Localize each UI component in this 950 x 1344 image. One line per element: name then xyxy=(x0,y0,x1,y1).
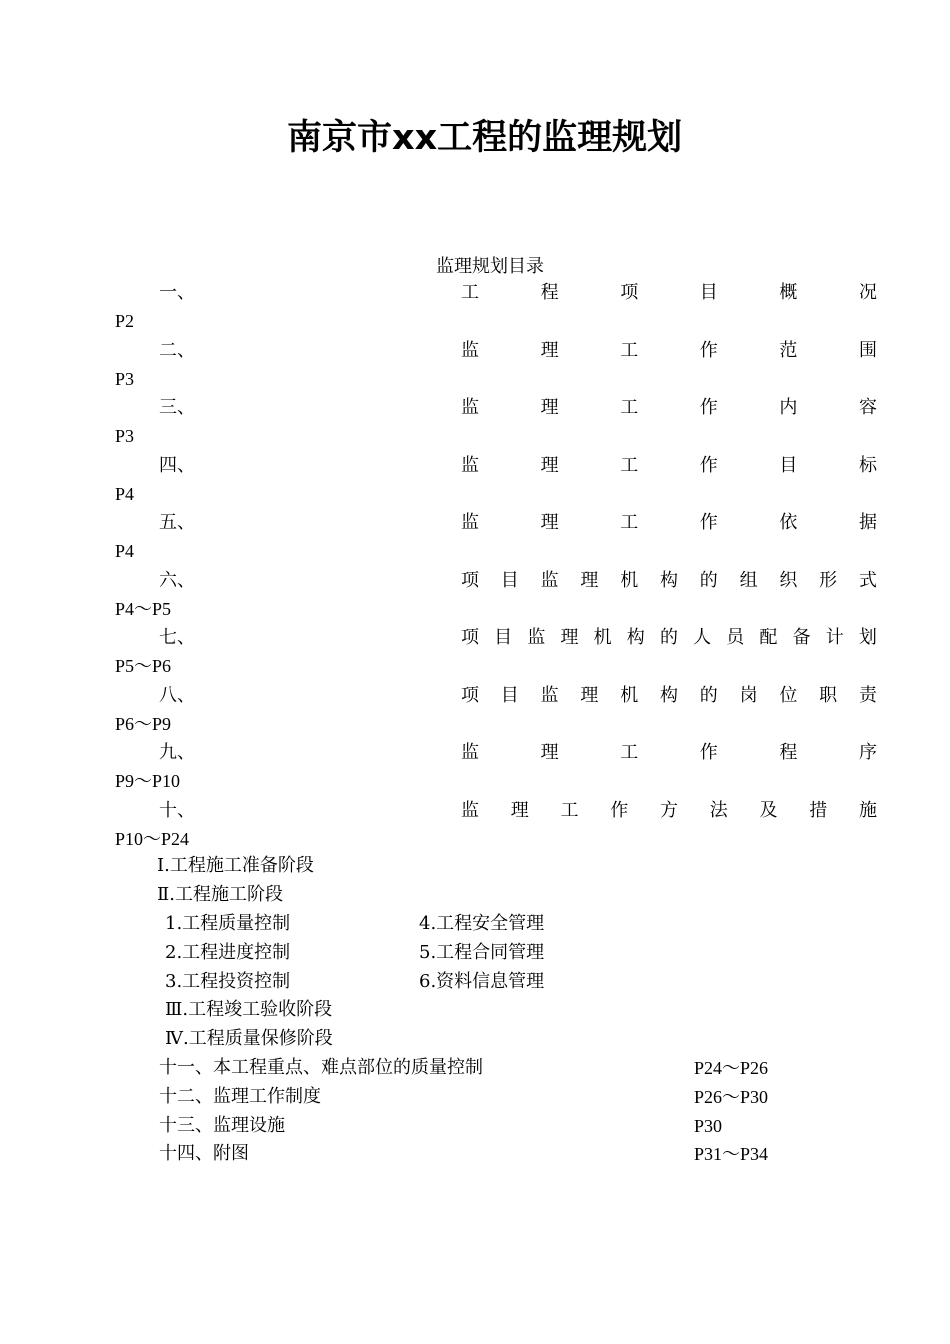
toc-entry-char: 目 xyxy=(699,282,718,303)
tail-entry-page: P26～P30 xyxy=(694,1087,769,1107)
toc-entry-char: 作 xyxy=(699,339,718,361)
toc-entry-char: 序 xyxy=(858,742,877,763)
toc-entry-number: 二、 xyxy=(159,339,195,361)
toc-entry-number: 八、 xyxy=(159,684,195,706)
toc-entry-page: P3 xyxy=(115,426,135,446)
toc-entry-char: 项 xyxy=(461,684,479,706)
toc-entry-char: 备 xyxy=(792,627,811,648)
sub-item-6: 6.资料信息管理 xyxy=(419,971,545,992)
toc-entry-title xyxy=(461,740,877,766)
toc-entry-char: 目 xyxy=(500,684,519,706)
toc-entry-char: 员 xyxy=(726,627,745,648)
toc-entry xyxy=(0,625,950,683)
toc-entry-char: 的 xyxy=(699,684,718,706)
toc-entry-char: 概 xyxy=(779,282,798,303)
toc-entry-char: 工 xyxy=(620,454,639,476)
tail-entry-label: 十四、附图 xyxy=(159,1143,249,1164)
toc-entry-char: 施 xyxy=(859,799,877,821)
toc-entry-char: 形 xyxy=(819,569,838,591)
toc-entry-char: 作 xyxy=(699,454,718,476)
toc-entry-char: 监 xyxy=(540,684,559,706)
toc-entry-page: P9～P10 xyxy=(115,771,181,791)
toc-entry-char: 方 xyxy=(660,799,678,821)
toc-entry-char: 工 xyxy=(560,799,579,821)
toc-entry-char: 及 xyxy=(759,799,778,821)
toc-entry-char: 组 xyxy=(739,569,758,591)
toc-entry xyxy=(0,395,950,453)
sub-item-2: 2.工程进度控制 xyxy=(165,942,291,963)
toc-entry-char: 理 xyxy=(540,454,559,476)
toc-entry-char: 容 xyxy=(858,397,877,418)
toc-entry-char: 法 xyxy=(709,799,728,821)
toc-entry-number: 九、 xyxy=(159,742,195,763)
toc-entry xyxy=(0,798,950,856)
toc-entry-number: 四、 xyxy=(159,454,195,476)
sub-item-4: 4.工程安全管理 xyxy=(419,913,545,934)
toc-entry-char: 理 xyxy=(580,684,599,706)
toc-entry-page: P2 xyxy=(115,311,135,331)
toc-entry-number: 三、 xyxy=(159,397,195,418)
toc-entry-char: 监 xyxy=(527,627,546,648)
toc-entry-char: 作 xyxy=(699,397,718,418)
toc-entry-char: 岗 xyxy=(739,684,758,706)
toc-entry-title xyxy=(461,683,877,709)
toc-entry-char: 作 xyxy=(699,742,718,763)
toc-entry-char: 工 xyxy=(620,339,639,361)
sub-item-1: 1.工程质量控制 xyxy=(165,913,291,934)
toc-entry-char: 划 xyxy=(858,627,877,648)
toc-entry xyxy=(0,280,950,338)
toc-entry-char: 工 xyxy=(461,282,479,303)
toc-entry-char: 理 xyxy=(540,339,559,361)
tail-entry-label: 十二、监理工作制度 xyxy=(159,1086,321,1107)
toc-entry-char: 项 xyxy=(461,627,479,648)
toc-entry xyxy=(0,510,950,568)
toc-entry-title xyxy=(461,798,877,824)
toc-entry xyxy=(0,338,950,396)
toc-entry-char: 构 xyxy=(659,684,678,706)
toc-entry-char: 式 xyxy=(858,569,877,591)
tail-entry-page: P31～P34 xyxy=(694,1144,769,1164)
toc-entry-char: 措 xyxy=(809,799,828,821)
toc-entry-char: 位 xyxy=(779,684,798,706)
toc-entry-char: 内 xyxy=(779,397,798,418)
toc-entry-char: 人 xyxy=(693,627,712,648)
toc-entry-char: 构 xyxy=(659,569,678,591)
toc-entry-char: 据 xyxy=(858,512,877,533)
toc-entry-char: 理 xyxy=(540,512,559,533)
toc-entry-char: 作 xyxy=(610,799,629,821)
toc-entry-char: 机 xyxy=(593,627,612,648)
toc-entry-title xyxy=(461,568,877,594)
toc-entry-char: 工 xyxy=(620,512,639,533)
toc-entry-page: P10～P24 xyxy=(115,828,190,849)
toc-entry-char: 监 xyxy=(461,397,479,418)
toc-entry-number: 五、 xyxy=(159,512,195,533)
toc-entry-char: 职 xyxy=(819,684,838,706)
toc-entry-page: P4～P5 xyxy=(115,598,172,619)
toc-entry-char: 计 xyxy=(825,627,844,648)
toc-entry-number: 七、 xyxy=(159,627,195,648)
toc-entry-char: 监 xyxy=(540,569,559,591)
toc-entry-page: P3 xyxy=(115,368,135,389)
stage-4: Ⅳ.工程质量保修阶段 xyxy=(165,1028,333,1049)
toc-entry-title xyxy=(461,453,877,479)
toc-entry-char: 机 xyxy=(620,569,639,591)
toc-entry-char: 监 xyxy=(461,742,479,763)
toc-entry-char: 监 xyxy=(461,454,479,476)
toc-entry-title xyxy=(461,395,877,421)
toc-entry-char: 监 xyxy=(461,799,479,821)
toc-entry-char: 项 xyxy=(620,282,639,303)
toc-heading: 监理规划目录 xyxy=(436,256,544,277)
toc-entry-char: 织 xyxy=(779,569,798,591)
toc-entry-page: P5～P6 xyxy=(115,656,172,676)
toc-entry-char: 监 xyxy=(461,339,479,361)
toc-entry-char: 程 xyxy=(779,742,798,763)
toc-entry-char: 工 xyxy=(620,397,639,418)
toc-entry-number: 六、 xyxy=(159,569,195,591)
toc-entry-char: 目 xyxy=(779,454,798,476)
toc-entry-char: 范 xyxy=(779,339,798,361)
toc-entry-char: 目 xyxy=(500,569,519,591)
toc-entry-char: 监 xyxy=(461,512,479,533)
toc-entry-title xyxy=(461,625,877,651)
toc-entry-char: 依 xyxy=(779,512,798,533)
toc-entry-page: P4 xyxy=(115,541,135,561)
toc-entry xyxy=(0,453,950,511)
tail-entry-page: P24～P26 xyxy=(694,1058,769,1078)
toc-entry xyxy=(0,568,950,626)
toc-entry-number: 一、 xyxy=(159,282,195,303)
toc-entry-char: 程 xyxy=(540,282,559,303)
toc-entry-char: 配 xyxy=(759,627,778,648)
document-title: 南京市xx工程的监理规划 xyxy=(287,118,683,158)
tail-entry-label: 十三、监理设施 xyxy=(159,1115,285,1136)
toc-entry-char: 况 xyxy=(858,282,877,303)
toc-entry-title xyxy=(461,338,877,364)
stage-3: Ⅲ.工程竣工验收阶段 xyxy=(165,999,333,1020)
toc-entry-char: 构 xyxy=(626,627,645,648)
toc-entry-char: 理 xyxy=(560,627,579,648)
toc-entry-char: 目 xyxy=(494,627,513,648)
stage-2: Ⅱ.工程施工阶段 xyxy=(157,884,283,905)
toc-entry-char: 机 xyxy=(620,684,639,706)
toc-entry xyxy=(0,683,950,741)
sub-item-3: 3.工程投资控制 xyxy=(165,971,291,992)
toc-entry-title xyxy=(461,280,877,306)
toc-entry-char: 理 xyxy=(540,397,559,418)
toc-entry-char: 理 xyxy=(540,742,559,763)
toc-entry-char: 作 xyxy=(699,512,718,533)
tail-entry-page: P30 xyxy=(694,1116,723,1136)
toc-entry-char: 工 xyxy=(620,742,639,763)
toc-entry-page: P6～P9 xyxy=(115,713,172,734)
toc-entry-char: 围 xyxy=(858,339,877,361)
toc-entry-title xyxy=(461,510,877,536)
toc-entry-char: 项 xyxy=(461,569,479,591)
toc-entry-char: 理 xyxy=(510,799,529,821)
toc-entry-char: 责 xyxy=(858,684,877,706)
toc-entry-number: 十、 xyxy=(159,799,195,821)
toc-entry-page: P4 xyxy=(115,483,135,504)
toc-entry xyxy=(0,740,950,798)
stage-1: Ⅰ.工程施工准备阶段 xyxy=(157,855,314,876)
toc-entry-char: 的 xyxy=(659,627,678,648)
tail-entry-label: 十一、本工程重点、难点部位的质量控制 xyxy=(159,1057,483,1078)
toc-entry-char: 理 xyxy=(580,569,599,591)
toc-entry-char: 标 xyxy=(858,454,877,476)
toc-entry-char: 的 xyxy=(699,569,718,591)
sub-item-5: 5.工程合同管理 xyxy=(419,942,545,963)
